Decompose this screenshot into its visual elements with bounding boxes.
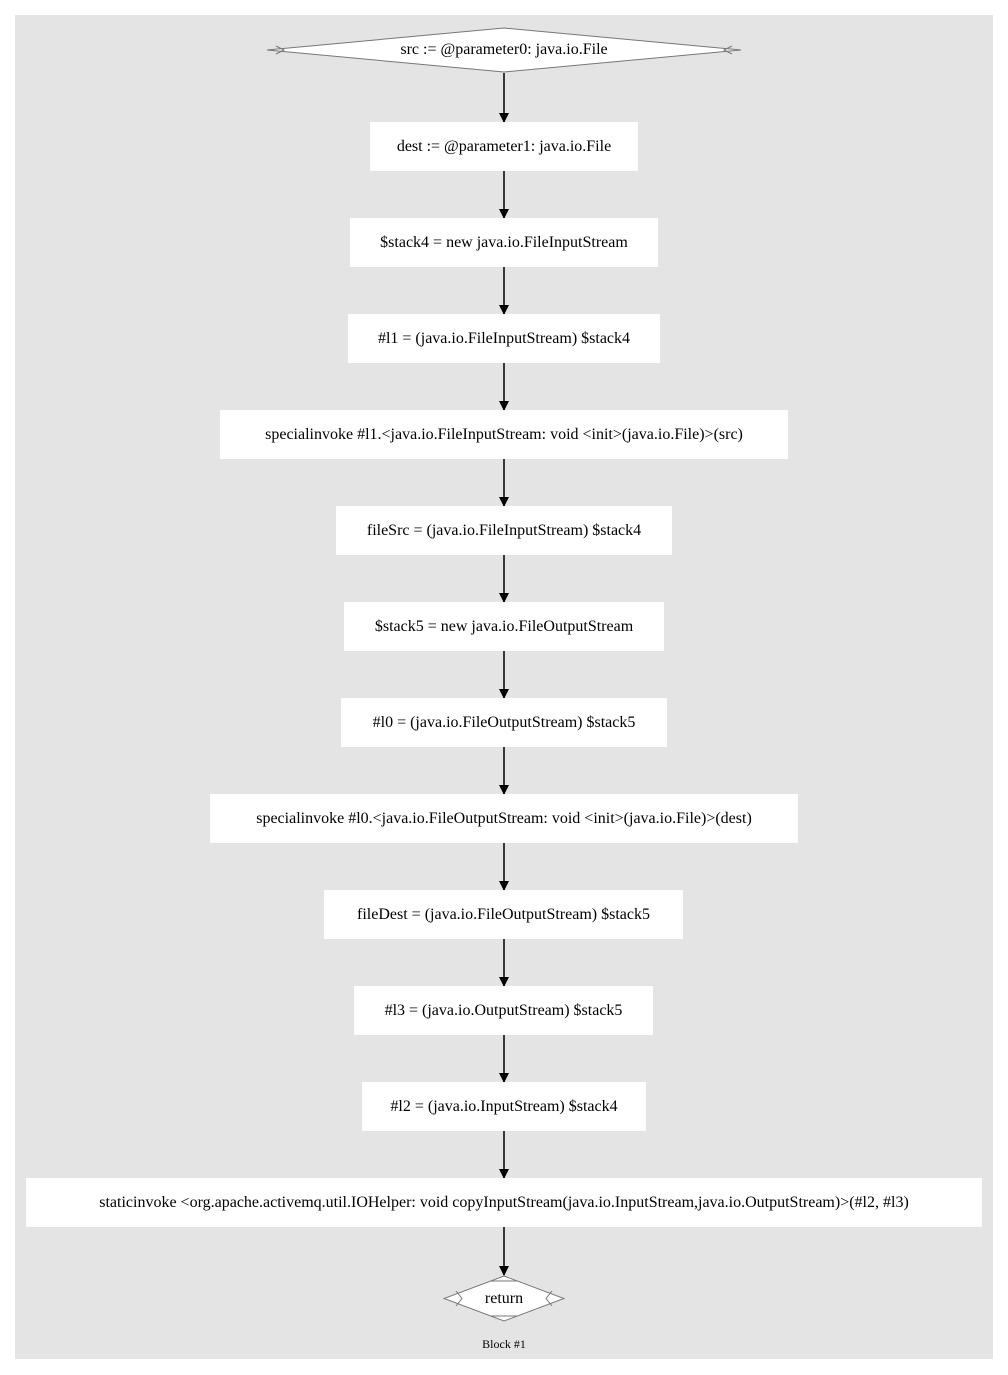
statement-node: specialinvoke #l0.<java.io.FileOutputStream: void <init>(java.io.File)>(dest) [210, 794, 798, 843]
exit-node-label: return [484, 1289, 524, 1307]
entry-node-label: src := @parameter0: java.io.File [400, 41, 608, 58]
cluster-block-1 [15, 15, 993, 1359]
statement-node: #l0 = (java.io.FileOutputStream) $stack5 [341, 698, 667, 747]
entry-node [266, 27, 742, 73]
statement-node: #l1 = (java.io.FileInputStream) $stack4 [348, 314, 660, 363]
statement-node: staticinvoke <org.apache.activemq.util.IOHelper: void copyInputStream(java.io.InputStream,java.io.OutputStream)>(#l2, #l3) [26, 1178, 982, 1227]
statement-node: fileDest = (java.io.FileOutputStream) $stack5 [324, 890, 683, 939]
statement-node: $stack5 = new java.io.FileOutputStream [344, 602, 664, 651]
statement-node: dest := @parameter1: java.io.File [370, 122, 638, 171]
exit-node [443, 1275, 565, 1322]
statement-node: fileSrc = (java.io.FileInputStream) $stack4 [336, 506, 672, 555]
cluster-label: Block #1 [482, 1337, 526, 1351]
statement-node: specialinvoke #l1.<java.io.FileInputStream: void <init>(java.io.File)>(src) [220, 410, 788, 459]
statement-node: $stack4 = new java.io.FileInputStream [350, 218, 658, 267]
statement-node: #l2 = (java.io.InputStream) $stack4 [362, 1082, 646, 1131]
statement-node: #l3 = (java.io.OutputStream) $stack5 [354, 986, 653, 1035]
